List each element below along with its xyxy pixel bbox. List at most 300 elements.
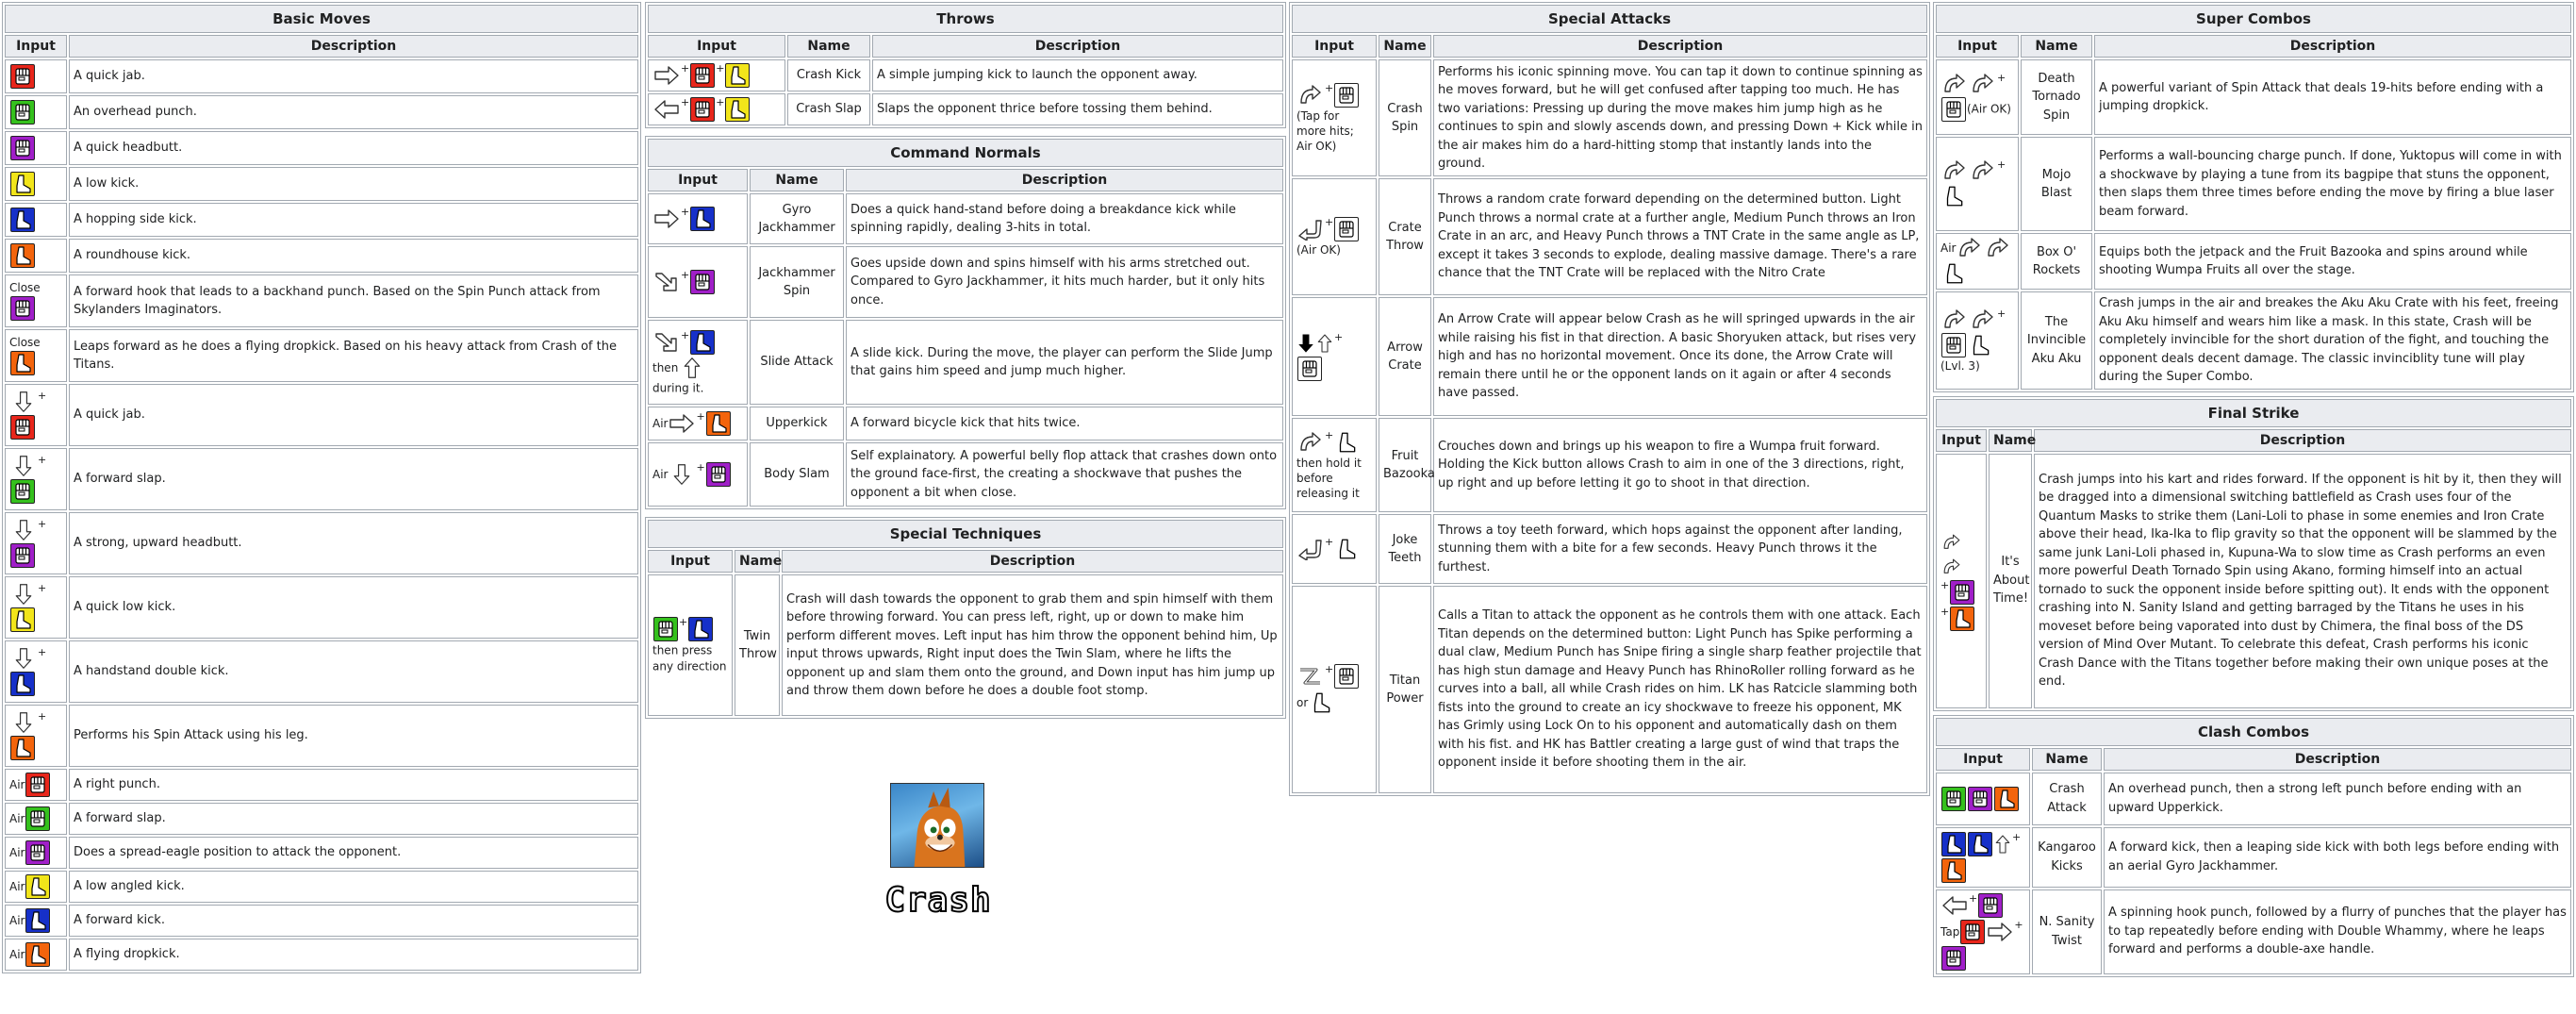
move-description: Performs a wall-bouncing charge punch. If done, Yuktopus will come in with a shockwave by playing a tune from its bagpipe that stuns the opponent, then slaps them three times before ending the move by firing a blue laser beam forward. [2094, 137, 2571, 231]
name-header: Name [1989, 429, 2032, 452]
table-row [5, 640, 638, 703]
input-cell: + [5, 384, 67, 446]
boot-icon-blue [10, 208, 35, 232]
down-arrow-icon [10, 583, 37, 606]
move-name: Fruit Bazooka [1379, 418, 1431, 512]
table-row [648, 193, 1283, 244]
description-header: Description [846, 169, 1283, 191]
input-cell: + [5, 576, 67, 639]
fist-icon-green [1941, 787, 1966, 811]
boot-icon [1941, 184, 1966, 208]
spin-arrow-icon [1941, 556, 1962, 578]
input-cell [5, 939, 67, 971]
name-header: Name [750, 169, 844, 191]
boot-icon-yellow [725, 97, 750, 122]
move-description: A forward slap. [69, 448, 638, 510]
spin-arrow-icon [1970, 159, 1996, 182]
spin-arrow-icon [1941, 531, 1962, 554]
move-name: Body Slam [750, 442, 844, 507]
table-row [1936, 233, 2571, 290]
move-description: Performs his Spin Attack using his leg. [69, 705, 638, 767]
up-arrow-icon [1994, 833, 2011, 856]
move-description: Throws a random crate forward depending on the determined button. Light Punch throws a normal crate at a further angle, Medium Punch throws an Iron Crate in an arc, and Heavy Punch throws a TNT Crate in the same angle as LP, except it takes 3 seconds to explode, dealing massive damage. There's a rare chance that the TNT Crate will be replaced with the Nitro Crate [1433, 178, 1927, 295]
table-row [5, 769, 638, 801]
boot-icon-orange [1950, 607, 1974, 631]
table-row [648, 574, 1283, 716]
input-header: Input [1936, 35, 2019, 58]
table-row [5, 95, 638, 129]
basic-moves-panel [2, 2, 641, 973]
table-row [5, 329, 638, 382]
down-arrow-icon [10, 711, 37, 734]
description-header: Description [782, 550, 1283, 573]
input-cell: + or [1292, 586, 1377, 793]
boot-icon [1941, 261, 1966, 286]
during-note: during it. [652, 381, 704, 395]
table-row [648, 59, 1283, 91]
input-cell: + [5, 640, 67, 703]
move-description: A forward kick, then a leaping side kick with both legs before ending with an aerial Gyro Jackhammer. [2104, 827, 2571, 888]
right-arrow-icon [1987, 921, 2013, 943]
close-label: Close [9, 280, 41, 294]
name-header: Name [1379, 35, 1431, 58]
boot-icon-blue [10, 672, 35, 696]
air-label: Air [9, 845, 25, 859]
move-description: An Arrow Crate will appear below Crash as he will springed upwards in the air while raising his fist in that direction. A basic Shoryuken attack, but rises very high and has no horizontal movement. Once its done, the Arrow Crate will remain there until he or the opponent lands on it again or after 4 seconds have passed. [1433, 297, 1927, 416]
move-name: Kangaroo Kicks [2032, 827, 2102, 888]
description-header: Description [69, 35, 638, 58]
description-header: Description [1433, 35, 1927, 58]
table-row [1936, 827, 2571, 888]
input-cell: Air + [648, 407, 748, 441]
move-name: Crate Throw [1379, 178, 1431, 295]
spin-arrow-icon [1297, 431, 1324, 454]
move-description: A hopping side kick. [69, 203, 638, 237]
command-normals-title: Command Normals [648, 139, 1283, 167]
fist-icon-green [653, 617, 678, 641]
table-row [5, 59, 638, 93]
input-cell: + (Tap for more hits; Air OK) [1292, 59, 1377, 176]
spin-arrow-icon [1941, 73, 1968, 95]
super-combos-panel [1933, 2, 2574, 977]
move-name: Slide Attack [750, 320, 844, 405]
move-description: A forward bicycle kick that hits twice. [846, 407, 1283, 441]
special-attacks-panel [1289, 2, 1930, 796]
move-description: A flying dropkick. [69, 939, 638, 971]
clash-combos-title: Clash Combos [1936, 718, 2571, 746]
name-header: Name [2021, 35, 2092, 58]
input-cell [1936, 233, 2019, 290]
super-combos-title: Super Combos [1936, 5, 2571, 33]
down-right-arrow-icon [653, 271, 680, 293]
fist-icon [1334, 664, 1359, 689]
table-row [648, 320, 1283, 405]
move-description: A forward hook that leads to a backhand punch. Based on the Spin Punch attack from Skylanders Imaginators. [69, 274, 638, 327]
input-cell: + [648, 246, 748, 318]
table-row [1936, 59, 2571, 135]
character-name: Crash [884, 881, 992, 920]
move-name: Mojo Blast [2021, 137, 2092, 231]
spin-arrow-icon [1957, 237, 1983, 259]
boot-icon-orange [10, 243, 35, 268]
special-attacks-table [1289, 2, 1930, 796]
up-arrow-icon [679, 357, 705, 379]
input-cell: + [1292, 297, 1377, 416]
air-label: Air [9, 879, 25, 893]
tap-label: Tap [1940, 924, 1960, 939]
table-row [1936, 889, 2571, 974]
table-row [1936, 137, 2571, 231]
input-header: Input [648, 35, 785, 58]
move-description: A forward kick. [69, 905, 638, 937]
input-cell: + then hold it before releasing it [1292, 418, 1377, 512]
table-row [1292, 418, 1927, 512]
input-cell: + [5, 448, 67, 510]
move-name: Jackhammer Spin [750, 246, 844, 318]
table-row [5, 448, 638, 510]
description-header: Description [2104, 748, 2571, 771]
move-name: Crash Slap [787, 93, 870, 125]
move-description: A quick jab. [69, 384, 638, 446]
move-description: Leaps forward as he does a flying dropkick. Based on his heavy attack from Crash of the Titans. [69, 329, 638, 382]
move-name: Crash Spin [1379, 59, 1431, 176]
input-cell: + [1292, 514, 1377, 584]
move-name: The Invincible Aku Aku [2021, 291, 2092, 390]
fist-icon-purple [1978, 893, 2003, 918]
table-row [5, 239, 638, 273]
move-description: Goes upside down and spins himself with his arms stretched out. Compared to Gyro Jackhammer, it hits much harder, but it only hits once. [846, 246, 1283, 318]
table-row [1292, 297, 1927, 416]
down-hold-arrow-icon [1297, 332, 1314, 355]
move-description: A low angled kick. [69, 871, 638, 903]
air-label: Air [9, 777, 25, 791]
table-row [648, 246, 1283, 318]
air-ok-note: (Air OK) [1296, 242, 1341, 257]
spin-arrow-icon [1941, 159, 1968, 182]
boot-icon-orange [25, 942, 50, 967]
up-arrow-icon [1316, 332, 1333, 355]
input-cell: + (Air OK) [1936, 59, 2019, 135]
table-row [5, 203, 638, 237]
table-row [5, 837, 638, 869]
boot-icon [1968, 333, 1992, 357]
quarter-circle-back-arrow-icon [1297, 538, 1324, 560]
input-header: Input [5, 35, 67, 58]
boot-icon-blue [690, 330, 715, 355]
table-row [5, 512, 638, 574]
boot-icon-blue [1941, 832, 1966, 856]
input-cell: + [1936, 827, 2030, 888]
right-arrow-icon [669, 412, 695, 435]
throws-title: Throws [648, 5, 1283, 33]
move-description: A right punch. [69, 769, 638, 801]
table-row [1936, 773, 2571, 825]
spin-arrow-icon [1970, 308, 1996, 331]
fist-icon-red [10, 64, 35, 89]
move-name: Arrow Crate [1379, 297, 1431, 416]
table-row [648, 442, 1283, 507]
boot-icon-blue [25, 908, 50, 933]
table-row [5, 705, 638, 767]
move-name: Twin Throw [735, 574, 780, 716]
close-label: Close [9, 335, 41, 349]
level-note: (Lvl. 3) [1940, 358, 1980, 373]
table-row [5, 939, 638, 971]
air-label: Air [1940, 241, 1957, 255]
move-description: A quick jab. [69, 59, 638, 93]
move-description: A handstand double kick. [69, 640, 638, 703]
boot-icon-yellow [725, 63, 750, 88]
name-header: Name [735, 550, 780, 573]
move-description: A low kick. [69, 167, 638, 201]
move-description: A simple jumping kick to launch the opponent away. [872, 59, 1283, 91]
description-header: Description [2094, 35, 2571, 58]
move-name: Upperkick [750, 407, 844, 441]
input-cell [5, 871, 67, 903]
boot-icon-blue [688, 617, 713, 641]
move-description: A powerful variant of Spin Attack that deals 19-hits before ending with a jumping dropkick. [2094, 59, 2571, 135]
move-name: Crash Attack [2032, 773, 2102, 825]
boot-icon-orange [706, 411, 731, 436]
fist-icon [1941, 333, 1966, 357]
air-ok-note: (Air OK) [1967, 102, 2011, 116]
special-techniques-table [645, 517, 1286, 719]
air-label: Air [9, 811, 25, 825]
input-cell [5, 59, 67, 93]
final-strike-title: Final Strike [1936, 399, 2571, 427]
input-cell [5, 167, 67, 201]
boot-icon-orange [1994, 787, 2019, 811]
special-attacks-title: Special Attacks [1292, 5, 1927, 33]
table-row [5, 803, 638, 835]
move-name: Titan Power [1379, 586, 1431, 793]
name-header: Name [787, 35, 870, 58]
move-description: A spinning hook punch, followed by a flurry of punches that the player has to tap repeatedly before ending with Double Whammy, where he leaps forward and performs a double-axe handle. [2104, 889, 2571, 974]
left-arrow-icon [653, 98, 680, 121]
input-cell [5, 329, 67, 382]
fist-icon [1297, 357, 1322, 381]
basic-moves-table [2, 2, 641, 973]
super-combos-table [1933, 2, 2574, 392]
input-cell: + [5, 705, 67, 767]
down-right-arrow-icon [653, 331, 680, 354]
move-description: An overhead punch, then a strong left punch before ending with an upward Upperkick. [2104, 773, 2571, 825]
fist-icon-purple [25, 840, 50, 865]
move-description: Self explainatory. A powerful belly flop attack that crashes down onto the ground face-first, the creating a shockwave that pushes the opponent a bit when close. [846, 442, 1283, 507]
input-cell: + then during it. [648, 320, 748, 405]
fist-icon-green [10, 100, 35, 125]
move-name: Death Tornado Spin [2021, 59, 2092, 135]
table-row [1292, 514, 1927, 584]
boot-icon-blue [1968, 832, 1992, 856]
boot-icon [1334, 537, 1359, 561]
move-description: Crash will dash towards the opponent to grab them and spin himself with them before throwing forward. You can press left, right, up or down to make him perform different moves. Left input has him throw the opponent behind him, Up input throws upwards, Right input does the Twin Slam, where he lifts the opponent up and slam them onto the ground, and Down input has him jump up and throw them down before he does a double foot stomp. [782, 574, 1283, 716]
input-cell [5, 837, 67, 869]
move-description: Does a quick hand-stand before doing a breakdance kick while spinning rapidly, dealing 3-hits in total. [846, 193, 1283, 244]
dragon-punch-arrow-icon [1297, 665, 1324, 688]
boot-icon-yellow [10, 607, 35, 632]
move-description: Performs his iconic spinning move. You can tap it down to continue spinning as he moves forward, but he will get confused after tapping too much. He has two variations: Pressing up during the move makes him jump high as he continues to spin and slowly ascends down, and pressing Down + Kick while in the air makes him do a hard-hitting stomp that instantly lands into the ground. [1433, 59, 1927, 176]
table-row [5, 167, 638, 201]
move-name: N. Sanity Twist [2032, 889, 2102, 974]
move-description: A slide kick. During the move, the player can perform the Slide Jump that gains him speed and jump much higher. [846, 320, 1283, 405]
down-arrow-icon [10, 455, 37, 477]
fist-icon [1941, 97, 1966, 122]
move-name: Gyro Jackhammer [750, 193, 844, 244]
input-cell [5, 95, 67, 129]
fist-icon [1334, 83, 1359, 108]
input-header: Input [1936, 748, 2030, 771]
down-arrow-icon [10, 519, 37, 541]
fist-icon-purple [1941, 946, 1966, 971]
input-cell: + + [648, 93, 785, 125]
table-row [1292, 586, 1927, 793]
air-label: Air [652, 467, 669, 481]
fist-icon-purple [706, 462, 731, 487]
table-row [5, 131, 638, 165]
input-header: Input [1292, 35, 1377, 58]
technique-note: then press any direction [652, 643, 727, 673]
fist-icon-red [10, 415, 35, 440]
spin-note: (Tap for more hits; Air OK) [1296, 108, 1354, 154]
input-cell [5, 769, 67, 801]
fist-icon-purple [1968, 787, 1992, 811]
move-description: An overhead punch. [69, 95, 638, 129]
hold-note: then hold it before releasing it [1296, 456, 1362, 501]
move-description: A quick low kick. [69, 576, 638, 639]
crash-portrait [890, 783, 984, 868]
input-cell [5, 803, 67, 835]
down-arrow-icon [10, 391, 37, 413]
input-cell [5, 274, 67, 327]
input-cell: + (Air OK) [1292, 178, 1377, 295]
fist-icon [1334, 217, 1359, 241]
final-strike-table [1933, 396, 2574, 711]
input-cell: + [5, 512, 67, 574]
fist-icon-red [1960, 920, 1985, 944]
command-normals-table [645, 136, 1286, 509]
spin-arrow-icon [1941, 308, 1968, 331]
fist-icon-red [690, 97, 715, 122]
fist-icon-purple [690, 270, 715, 294]
fist-icon-red [690, 63, 715, 88]
move-description: Slaps the opponent thrice before tossing them behind. [872, 93, 1283, 125]
left-arrow-icon [1941, 894, 1968, 917]
air-label: Air [652, 416, 669, 430]
clash-combos-table [1933, 715, 2574, 977]
table-row [1292, 59, 1927, 176]
description-header: Description [872, 35, 1283, 58]
input-cell: + Tap + [1936, 889, 2030, 974]
table-row [648, 93, 1283, 125]
boot-icon-orange [10, 736, 35, 760]
description-header: Description [2034, 429, 2571, 452]
input-cell: + + [1936, 454, 1987, 708]
table-row [648, 407, 1283, 441]
input-cell: + [648, 193, 748, 244]
move-description: Calls a Titan to attack the opponent as he controls them with one attack. Each Titan depends on the determined button: Light Punch has Spike performing a dual claw, Medium Punch has Snipe firing a single sharp feather projectile that has high stun damage and Heavy Punch has RhinoRoller rolling forward as he curves into a ball, all while Crash rides on him. LK has Ratcicle slamming both fists into the ground to create an icy shockwave to freeze his opponent, MK has Grimly using Lock On to his opponent and automatically dash on them with his fist. and HK has Battler creating a large gust of wind that traps the opponent inside it before shooting them in the air. [1433, 586, 1927, 793]
spin-arrow-icon [1985, 237, 2011, 259]
move-name: Crash Kick [787, 59, 870, 91]
input-header: Input [648, 169, 748, 191]
down-arrow-icon [669, 463, 695, 486]
air-label: Air [9, 913, 25, 927]
boot-icon-orange [10, 351, 35, 375]
boot-icon-blue [690, 207, 715, 231]
input-cell: Air + [648, 442, 748, 507]
fist-icon-green [10, 479, 35, 504]
spin-arrow-icon [1970, 73, 1996, 95]
right-arrow-icon [653, 208, 680, 230]
input-cell [5, 203, 67, 237]
boot-icon [1309, 690, 1333, 715]
move-description: Does a spread-eagle position to attack the opponent. [69, 837, 638, 869]
air-label: Air [9, 947, 25, 961]
fist-icon-purple [1950, 580, 1974, 605]
fist-icon-purple [10, 543, 35, 568]
move-description: A strong, upward headbutt. [69, 512, 638, 574]
down-arrow-icon [10, 647, 37, 670]
fist-icon-purple [10, 296, 35, 321]
move-name: Box O' Rockets [2021, 233, 2092, 290]
input-cell [5, 239, 67, 273]
quarter-circle-back-arrow-icon [1297, 218, 1324, 241]
table-row [5, 576, 638, 639]
table-row [1936, 454, 2571, 708]
move-description: Crash jumps into his kart and rides forward. If the opponent is hit by it, then they will be dragged into a dimensional switching battlefield as Crash uses four of the Quantum Masks to strike them (Lani-Loli to phase in some enemies and Iron Crate above their head, Ika-Ika to flip gravity so that the opponent will be slammed by the same junk Lani-Loli phased in, Kupuna-Wa to slow time as Crash performs an even more powerful Death Tornado Spin using Akano, forming himself into an actual tornado to suck the opponent inside before spitting out). It ends with the opponent crashing into N. Sanity Island and getting barraged by the Titans he uses in his moveset before being vaporated into dust by Chimera, the final boss of the DS version of Mind Over Mutant. To celebrate this defeat, Crash performs his iconic Crash Dance with the Titans together before making their own unique poses at the end. [2034, 454, 2571, 708]
input-cell: + (Lvl. 3) [1936, 291, 2019, 390]
fist-icon-red [25, 773, 50, 797]
fist-icon-green [25, 806, 50, 831]
table-row [5, 384, 638, 446]
move-description: Throws a toy teeth forward, which hops against the opponent after landing, stunning them with a bite for a few seconds. Heavy Punch throws it the furthest. [1433, 514, 1927, 584]
basic-moves-title: Basic Moves [5, 5, 638, 33]
input-cell [1936, 773, 2030, 825]
crash-face-icon [891, 784, 983, 867]
move-description: A quick headbutt. [69, 131, 638, 165]
move-description: A forward slap. [69, 803, 638, 835]
input-cell [5, 131, 67, 165]
spin-arrow-icon [1297, 84, 1324, 107]
throws-panel [645, 2, 1286, 719]
table-row [5, 905, 638, 937]
move-description: Equips both the jetpack and the Fruit Bazooka and spins around while shooting Wumpa Fruits all over the stage. [2094, 233, 2571, 290]
move-description: Crash jumps in the air and breakes the Aku Aku Crate with his feet, freeing Aku Aku himself and wears him like a mask. In this state, Crash will be completely invincible for the short duration of the fight, and touching the opponent deals decent damage. The classic invinciblity tune will play during the Super Combo. [2094, 291, 2571, 390]
input-cell [5, 905, 67, 937]
boot-icon-yellow [10, 172, 35, 196]
boot-icon-orange [1941, 858, 1966, 883]
boot-icon [1334, 430, 1359, 455]
table-row [1936, 291, 2571, 390]
throws-table [645, 2, 1286, 128]
move-description: A roundhouse kick. [69, 239, 638, 273]
input-cell: + + [648, 59, 785, 91]
name-header: Name [2032, 748, 2102, 771]
move-description: Crouches down and brings up his weapon to fire a Wumpa fruit forward. Holding the Kick button allows Crash to aim in one of the 3 directions, right, up right and up before letting it go to shoot in that direction. [1433, 418, 1927, 512]
input-cell: + [1936, 137, 2019, 231]
move-name: It's About Time! [1989, 454, 2032, 708]
special-techniques-title: Special Techniques [648, 520, 1283, 548]
move-name: Joke Teeth [1379, 514, 1431, 584]
boot-icon-yellow [25, 874, 50, 899]
fist-icon-purple [10, 136, 35, 160]
input-header: Input [648, 550, 733, 573]
table-row [5, 274, 638, 327]
input-cell: + then press any direction [648, 574, 733, 716]
input-header: Input [1936, 429, 1987, 452]
table-row [5, 871, 638, 903]
table-row [1292, 178, 1927, 295]
